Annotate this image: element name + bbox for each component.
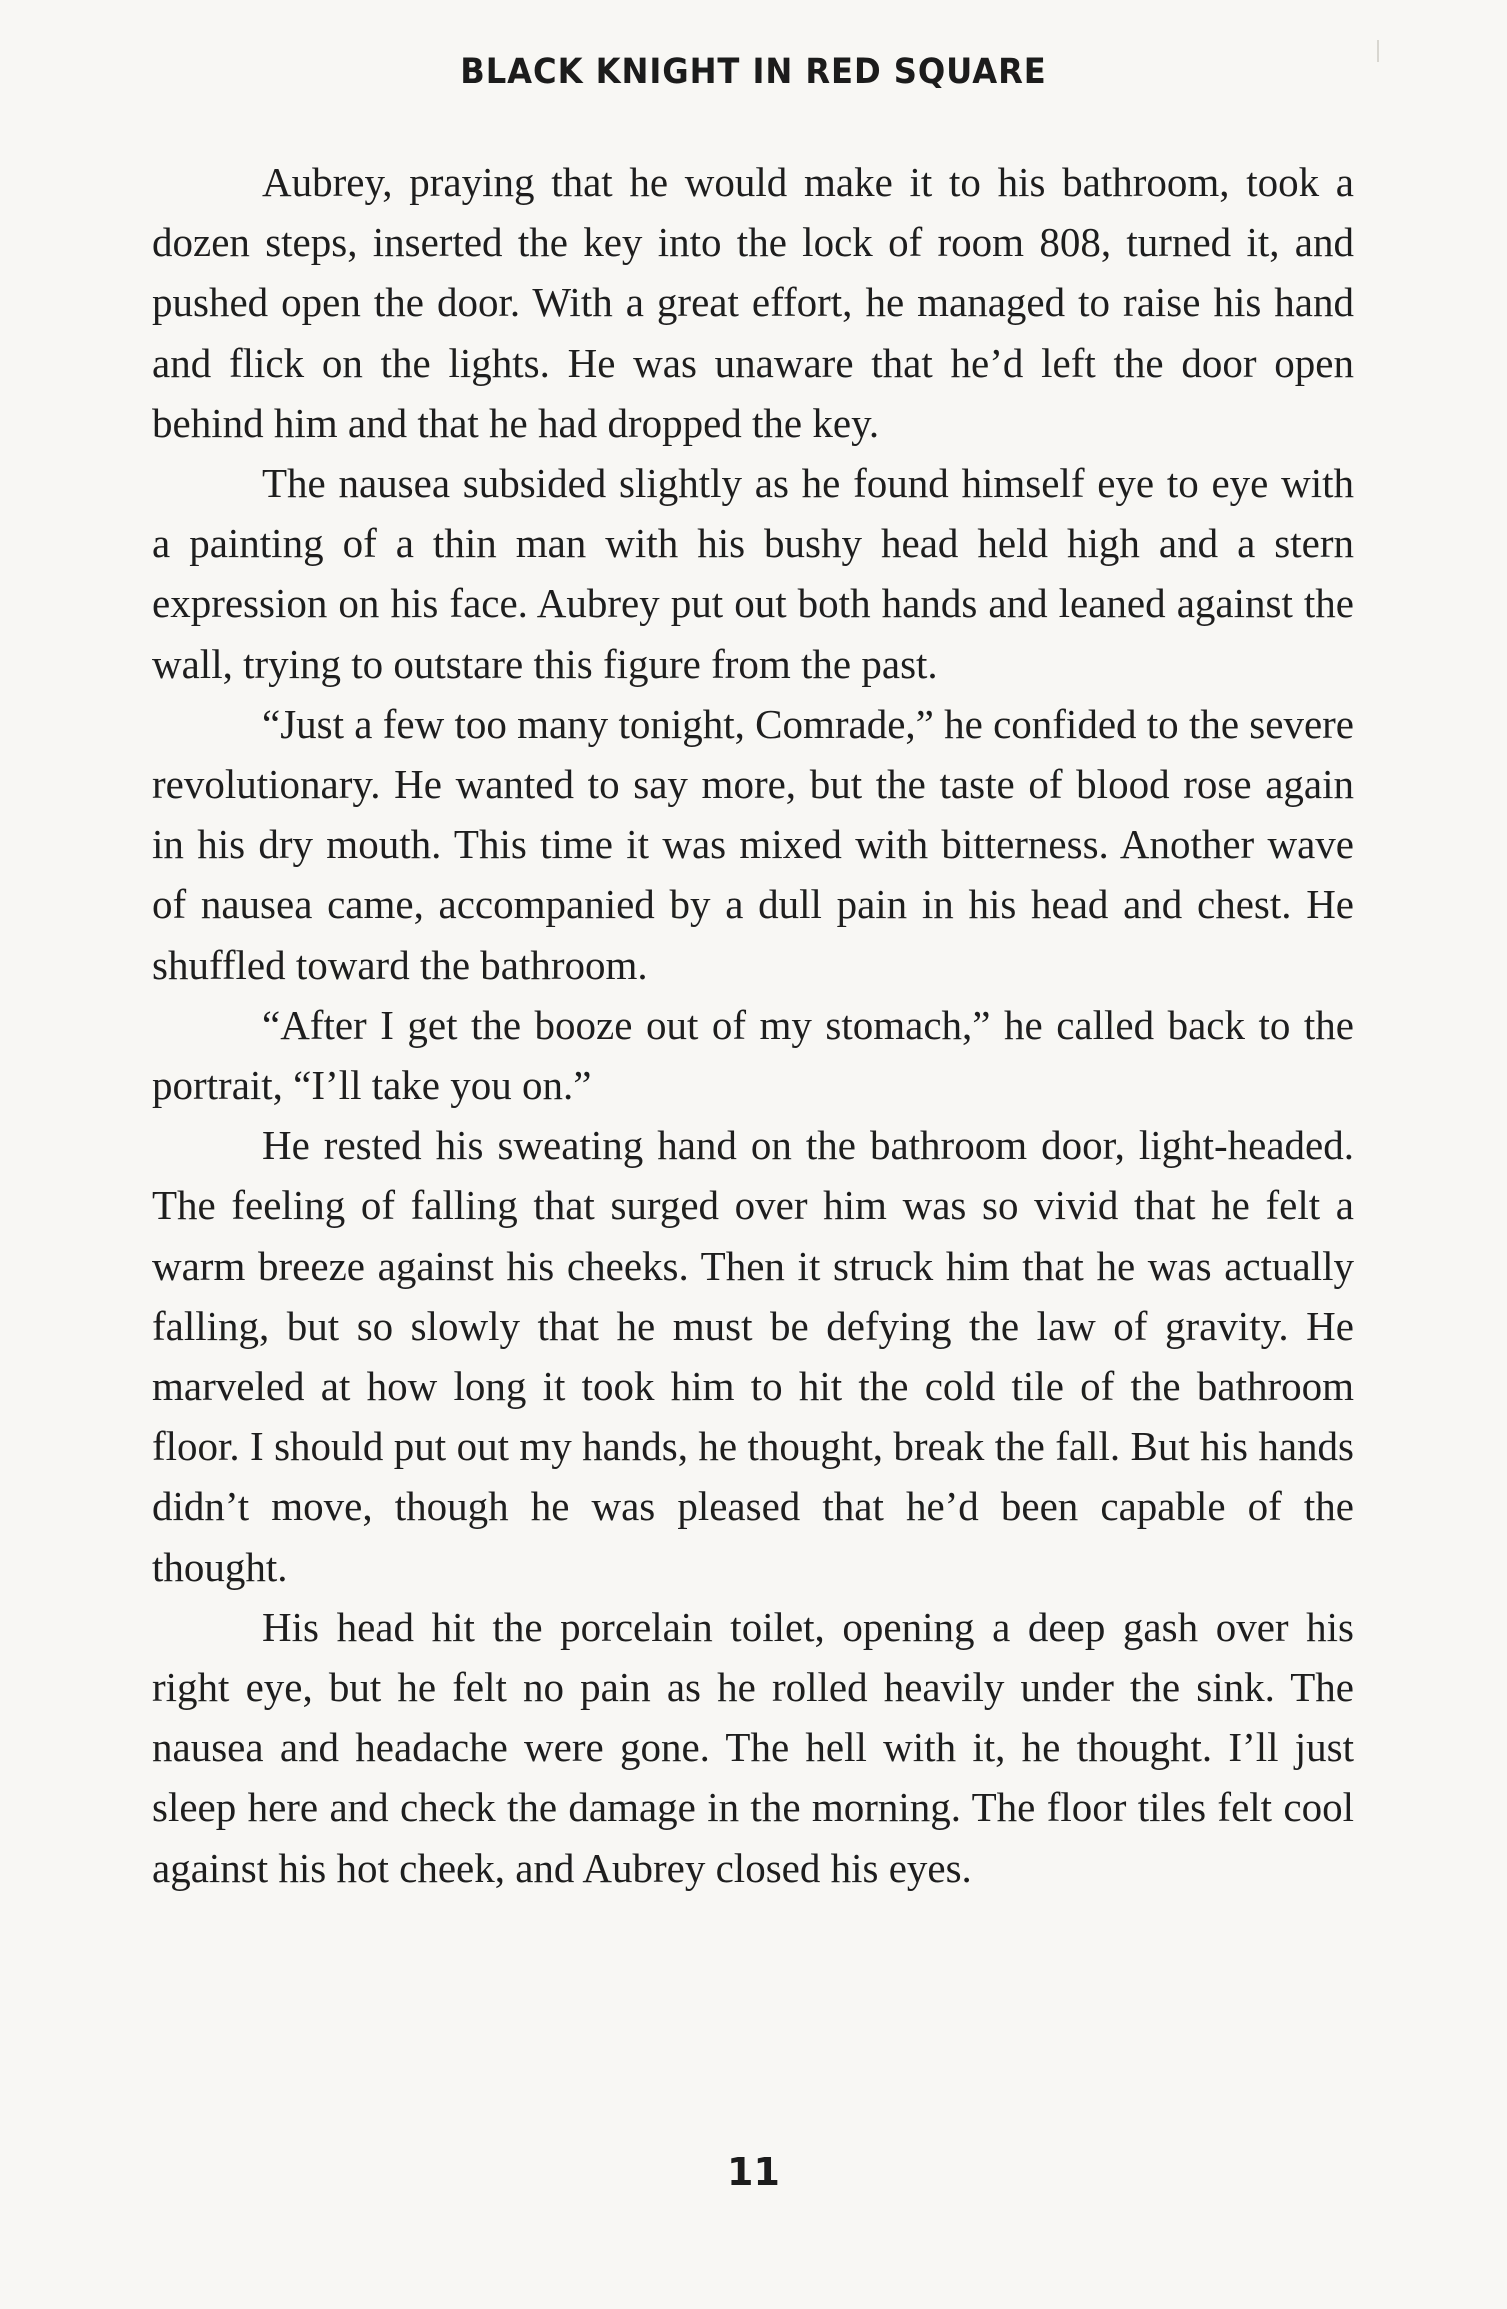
paragraph: Aubrey, praying that he would make it to his bathroom, took a dozen steps, inserted the key into the lock of room 808, turned it, and pushed open the door. With a great effort, he managed to raise his hand and flick on the lights. He was unaware that he’d left the door open behind him and that he had dropped the key.	[152, 159, 1354, 446]
paragraph: His head hit the porcelain toilet, opening a deep gash over his right eye, but he felt no pain as he rolled heavily under the sink. The nausea and headache were gone. The hell with it, he thought. I’ll just sleep here and check the damage in the morning. The floor tiles felt cool against his hot cheek, and Aubrey closed his eyes.	[152, 1603, 1354, 1891]
paragraph: He rested his sweating hand on the bathroom door, light-headed. The feeling of falling that surged over him was so vivid that he felt a warm breeze against his cheeks. Then it struck him that he was actually falling, but so slowly that he must be defying the law of gravity. He marveled at how long it took him to hit the cold tile of the bathroom floor. I should put out my hands, he thought, break the fall. But his hands didn’t move, though he was pleased that he’d been capable of the thought.	[152, 1122, 1354, 1590]
body-text	[152, 152, 1354, 1898]
paragraph: The nausea subsided slightly as he found himself eye to eye with a painting of a thin man with his bushy head held high and a stern expression on his face. Aubrey put out both hands and leaned against the wall, trying to outstare this figure from the past.	[152, 460, 1354, 687]
running-head: BLACK KNIGHT IN RED SQUARE	[460, 52, 1047, 92]
paragraph: “Just a few too many tonight, Comrade,” he confided to the severe revolutionary. He wanted to say more, but the taste of blood rose again in his dry mouth. This time it was mixed with bitterness. Another wave of nausea came, accompanied by a dull pain in his head and chest. He shuffled toward the bathroom.	[152, 700, 1354, 988]
paragraph: “After I get the booze out of my stomach,” he called back to the portrait, “I’ll take you on.”	[152, 1001, 1354, 1109]
page-number: 11	[727, 2150, 780, 2194]
